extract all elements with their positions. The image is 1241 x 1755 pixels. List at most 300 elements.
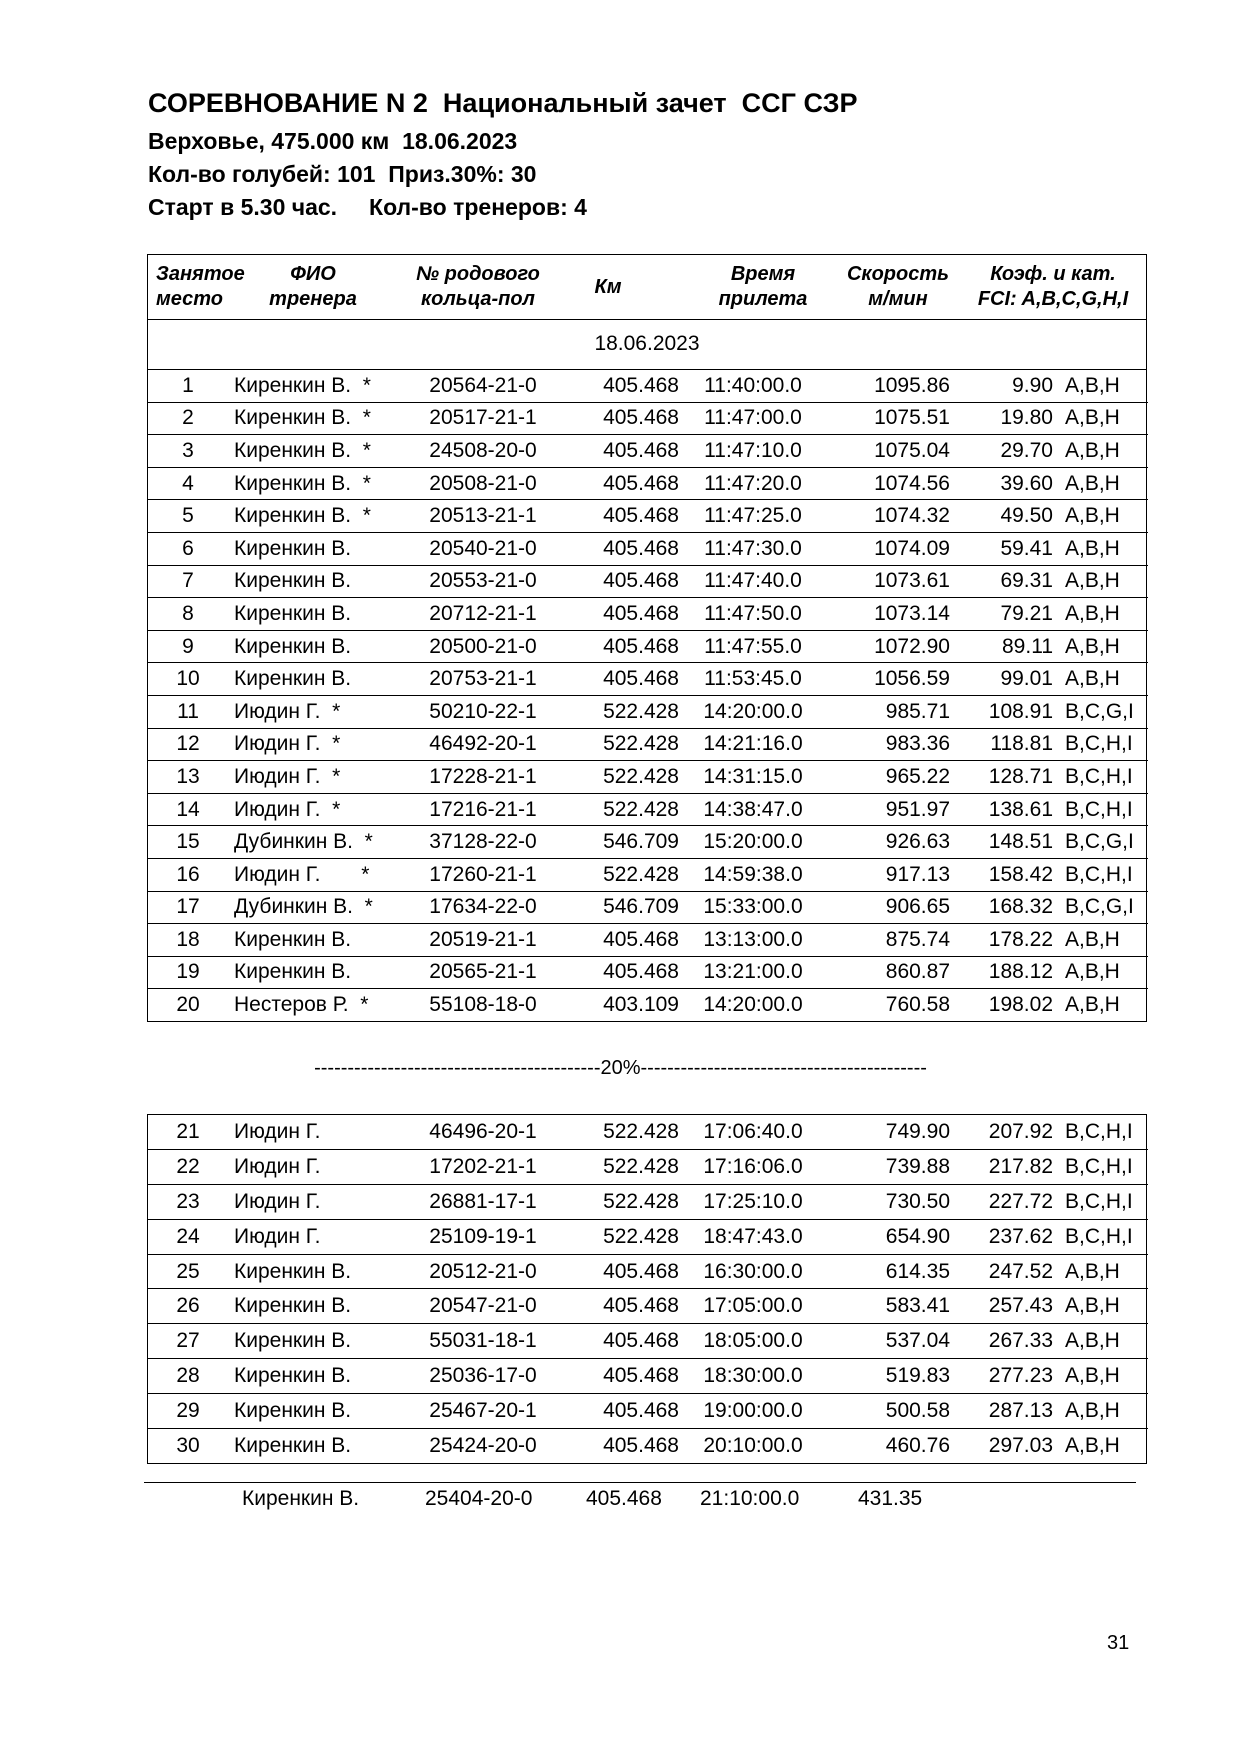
col-header-speed-line1: Скорость — [846, 263, 949, 285]
cell-place: 9 — [148, 630, 228, 663]
cell-place: 25 — [148, 1254, 228, 1289]
col-header-ring-line2: кольца-пол — [421, 288, 535, 310]
cell-arrival-time: 18:30:00.0 — [683, 1359, 823, 1394]
cell-trainer-name: Июдин Г. * — [228, 858, 398, 891]
column-divider — [958, 370, 959, 1021]
cell-trainer-name: Киренкин В. — [228, 565, 398, 598]
cell-coefficient: 79.21 — [958, 598, 1053, 631]
cell-distance-km: 405.468 — [568, 435, 683, 468]
table-row — [148, 989, 1148, 1021]
cell-place: 14 — [148, 793, 228, 826]
cell-arrival-time: 11:47:10.0 — [683, 435, 823, 468]
cell-coefficient: 188.12 — [958, 956, 1053, 989]
col-header-coef-line1: Коэф. и кат. — [990, 263, 1116, 285]
cell-speed: 1073.14 — [823, 598, 958, 631]
cell-fci-category: A,B,H — [1053, 1394, 1148, 1429]
cell-trainer-name: Июдин Г. — [228, 1219, 398, 1254]
cell-trainer-name: Киренкин В. — [228, 924, 398, 957]
extra-row-name: Киренкин В. — [242, 1487, 360, 1510]
cell-distance-km: 522.428 — [568, 1149, 683, 1184]
table-row — [148, 728, 1148, 761]
cell-ring-number: 50210-22-1 — [398, 695, 568, 728]
cell-distance-km: 405.468 — [568, 598, 683, 631]
cell-arrival-time: 17:05:00.0 — [683, 1289, 823, 1324]
table-row — [148, 1184, 1148, 1219]
column-divider — [683, 370, 684, 1021]
table-row — [148, 598, 1148, 631]
cell-trainer-name: Киренкин В. * — [228, 467, 398, 500]
cell-speed: 1074.09 — [823, 532, 958, 565]
pigeon-count-line: Кол-во голубей: 101 Приз.30%: 30 — [148, 161, 537, 187]
cell-coefficient: 158.42 — [958, 858, 1053, 891]
col-header-ring-line1: № родового — [416, 263, 540, 285]
column-divider — [568, 370, 569, 1021]
column-divider — [683, 1115, 684, 1463]
cell-place: 4 — [148, 467, 228, 500]
cell-ring-number: 46492-20-1 — [398, 728, 568, 761]
cell-trainer-name: Киренкин В. * — [228, 402, 398, 435]
cell-ring-number: 20508-21-0 — [398, 467, 568, 500]
cell-trainer-name: Июдин Г. * — [228, 728, 398, 761]
extra-row-time: 21:10:00.0 — [700, 1487, 800, 1510]
cell-distance-km: 522.428 — [568, 1219, 683, 1254]
cell-trainer-name: Киренкин В. — [228, 598, 398, 631]
cell-arrival-time: 11:47:40.0 — [683, 565, 823, 598]
cell-fci-category: A,B,H — [1053, 467, 1148, 500]
cell-ring-number: 26881-17-1 — [398, 1184, 568, 1219]
cell-arrival-time: 11:47:00.0 — [683, 402, 823, 435]
cell-speed: 1073.61 — [823, 565, 958, 598]
cell-ring-number: 17634-22-0 — [398, 891, 568, 924]
cell-distance-km: 522.428 — [568, 728, 683, 761]
cell-speed: 749.90 — [823, 1115, 958, 1149]
cell-arrival-time: 17:06:40.0 — [683, 1115, 823, 1149]
cell-ring-number: 55031-18-1 — [398, 1324, 568, 1359]
table-row — [148, 1219, 1148, 1254]
cell-place: 17 — [148, 891, 228, 924]
col-header-speed — [828, 262, 968, 312]
cell-distance-km: 405.468 — [568, 1289, 683, 1324]
cell-arrival-time: 15:20:00.0 — [683, 826, 823, 859]
cell-arrival-time: 11:47:20.0 — [683, 467, 823, 500]
cell-arrival-time: 17:16:06.0 — [683, 1149, 823, 1184]
cell-coefficient: 217.82 — [958, 1149, 1053, 1184]
cell-distance-km: 403.109 — [603, 993, 679, 1017]
cell-fci-category: B,C,H,I — [1053, 761, 1148, 794]
cell-place: 12 — [148, 728, 228, 761]
cell-trainer-name: Киренкин В. — [228, 1324, 398, 1359]
table-row — [148, 1289, 1148, 1324]
cell-distance-km: 405.468 — [568, 924, 683, 957]
cell-coefficient: 118.81 — [958, 728, 1053, 761]
cell-trainer-name: Киренкин В. — [228, 956, 398, 989]
cell-ring-number: 17228-21-1 — [398, 761, 568, 794]
cell-distance-km: 522.428 — [568, 761, 683, 794]
cell-speed: 730.50 — [823, 1184, 958, 1219]
cell-coefficient: 59.41 — [958, 532, 1053, 565]
cell-place: 20 — [176, 993, 200, 1017]
extra-row-speed: 431.35 — [858, 1487, 923, 1510]
cell-arrival-time: 11:47:55.0 — [683, 630, 823, 663]
cell-speed: 519.83 — [823, 1359, 958, 1394]
results-table-rest — [147, 1114, 1147, 1464]
extra-row-km: 405.468 — [586, 1487, 662, 1510]
cell-place: 26 — [148, 1289, 228, 1324]
cell-arrival-time: 14:20:00.0 — [683, 695, 823, 728]
column-divider — [823, 370, 824, 1021]
cell-arrival-time: 14:38:47.0 — [683, 793, 823, 826]
cell-speed: 985.71 — [823, 695, 958, 728]
cell-ring-number: 17216-21-1 — [398, 793, 568, 826]
cell-coefficient: 267.33 — [958, 1324, 1053, 1359]
cell-place: 10 — [148, 663, 228, 696]
cell-distance-km: 405.468 — [568, 1394, 683, 1429]
table-row — [148, 402, 1148, 435]
results-table-header — [147, 254, 1147, 320]
cell-arrival-time: 13:21:00.0 — [683, 956, 823, 989]
cell-ring-number: 20564-21-0 — [398, 370, 568, 402]
cell-speed: 983.36 — [823, 728, 958, 761]
cell-ring-number: 20565-21-1 — [398, 956, 568, 989]
table-row — [148, 467, 1148, 500]
cell-fci-category: B,C,H,I — [1053, 858, 1148, 891]
cell-place: 15 — [148, 826, 228, 859]
cell-fci-category: B,C,H,I — [1053, 1219, 1148, 1254]
cell-speed: 917.13 — [823, 858, 958, 891]
cell-speed: 1095.86 — [823, 370, 958, 402]
cell-ring-number: 20517-21-1 — [398, 402, 568, 435]
cell-fci-category: A,B,H — [1053, 565, 1148, 598]
cell-trainer-name: Дубинкин В. * — [228, 891, 398, 924]
table-row — [148, 663, 1148, 696]
cell-arrival-time: 14:31:15.0 — [683, 761, 823, 794]
cell-coefficient: 19.80 — [958, 402, 1053, 435]
cell-ring-number: 25467-20-1 — [398, 1394, 568, 1429]
cell-coefficient: 9.90 — [958, 370, 1053, 402]
cell-arrival-time: 18:47:43.0 — [683, 1219, 823, 1254]
cell-distance-km: 522.428 — [568, 1115, 683, 1149]
column-divider — [823, 1115, 824, 1463]
start-time-line: Старт в 5.30 час. Кол-во тренеров: 4 — [148, 194, 587, 220]
race-date: 18.06.2023 — [594, 332, 700, 355]
cell-speed: 614.35 — [823, 1254, 958, 1289]
cell-coefficient: 138.61 — [958, 793, 1053, 826]
cell-speed: 1074.32 — [823, 500, 958, 533]
cell-speed: 760.58 — [885, 993, 950, 1017]
cell-distance-km: 546.709 — [568, 891, 683, 924]
cell-fci-category: A,B,H — [1053, 500, 1148, 533]
table-row — [148, 858, 1148, 891]
cell-place: 3 — [148, 435, 228, 468]
cell-trainer-name: Киренкин В. — [228, 1394, 398, 1429]
cell-coefficient: 49.50 — [958, 500, 1053, 533]
cell-speed: 906.65 — [823, 891, 958, 924]
cell-arrival-time: 17:25:10.0 — [683, 1184, 823, 1219]
cell-arrival-time: 19:00:00.0 — [683, 1394, 823, 1429]
col-header-name-line2: тренера — [269, 288, 357, 310]
table-row — [148, 924, 1148, 957]
page-title: СОРЕВНОВАНИЕ N 2 Национальный зачет ССГ СЗР — [148, 88, 858, 118]
cell-arrival-time: 11:53:45.0 — [683, 663, 823, 696]
cell-ring-number: 17202-21-1 — [398, 1149, 568, 1184]
table-row — [148, 1394, 1148, 1429]
col-header-time-line1: Время — [730, 263, 796, 285]
cell-trainer-name: Нестеров Р. * — [234, 993, 369, 1017]
table-row — [148, 891, 1148, 924]
cell-trainer-name: Июдин Г. — [228, 1149, 398, 1184]
cell-coefficient: 39.60 — [958, 467, 1053, 500]
cell-coefficient: 128.71 — [958, 761, 1053, 794]
cell-fci-category: A,B,H — [1053, 402, 1148, 435]
cell-speed: 860.87 — [823, 956, 958, 989]
table-row — [148, 1115, 1148, 1149]
col-header-km: Км — [594, 276, 622, 298]
cell-place: 18 — [148, 924, 228, 957]
cell-ring-number: 20512-21-0 — [398, 1254, 568, 1289]
cell-arrival-time: 14:20:00.0 — [703, 993, 803, 1017]
cell-distance-km: 405.468 — [603, 1433, 679, 1457]
table-row — [148, 761, 1148, 794]
cell-trainer-name: Киренкин В. — [228, 1254, 398, 1289]
cell-speed: 500.58 — [823, 1394, 958, 1429]
col-header-time — [693, 262, 833, 312]
column-divider — [398, 370, 399, 1021]
cell-speed: 1056.59 — [823, 663, 958, 696]
cell-fci-category: A,B,H — [1065, 1433, 1120, 1457]
cell-fci-category: B,C,G,I — [1053, 695, 1148, 728]
cell-distance-km: 405.468 — [568, 1324, 683, 1359]
col-header-place-line1: Занятое — [156, 263, 245, 285]
cell-place: 5 — [148, 500, 228, 533]
cell-fci-category: B,C,H,I — [1053, 1115, 1148, 1149]
cell-trainer-name: Киренкин В. — [228, 1289, 398, 1324]
cell-distance-km: 405.468 — [568, 565, 683, 598]
cell-speed: 965.22 — [823, 761, 958, 794]
cell-place: 19 — [148, 956, 228, 989]
cell-ring-number: 20500-21-0 — [398, 630, 568, 663]
col-header-name-line1: ФИО — [290, 263, 336, 285]
cell-ring-number: 17260-21-1 — [398, 858, 568, 891]
cell-place: 21 — [148, 1115, 228, 1149]
cell-distance-km: 405.468 — [568, 956, 683, 989]
cell-coefficient: 287.13 — [958, 1394, 1053, 1429]
cell-ring-number: 24508-20-0 — [398, 435, 568, 468]
table-row — [148, 370, 1148, 402]
table-row — [148, 793, 1148, 826]
cell-trainer-name: Дубинкин В. * — [228, 826, 398, 859]
cell-place: 27 — [148, 1324, 228, 1359]
cell-coefficient: 198.02 — [988, 993, 1053, 1017]
cell-fci-category: A,B,H — [1053, 630, 1148, 663]
cell-arrival-time: 11:40:00.0 — [683, 370, 823, 402]
cell-distance-km: 522.428 — [568, 695, 683, 728]
race-location-line: Верховье, 475.000 км 18.06.2023 — [148, 128, 518, 154]
cell-coefficient: 247.52 — [958, 1254, 1053, 1289]
cell-ring-number: 55108-18-0 — [429, 993, 537, 1017]
cell-distance-km: 405.468 — [568, 1359, 683, 1394]
cell-arrival-time: 18:05:00.0 — [683, 1324, 823, 1359]
table-row — [148, 956, 1148, 989]
cell-fci-category: A,B,H — [1053, 924, 1148, 957]
cell-fci-category: A,B,H — [1065, 993, 1120, 1017]
table-row — [148, 532, 1148, 565]
cell-speed: 537.04 — [823, 1324, 958, 1359]
cell-arrival-time: 15:33:00.0 — [683, 891, 823, 924]
cell-ring-number: 25109-19-1 — [398, 1219, 568, 1254]
cell-speed: 1074.56 — [823, 467, 958, 500]
cell-trainer-name: Июдин Г. — [228, 1184, 398, 1219]
cell-coefficient: 207.92 — [958, 1115, 1053, 1149]
cell-speed: 460.76 — [885, 1433, 950, 1457]
cell-distance-km: 522.428 — [568, 858, 683, 891]
table-row — [148, 500, 1148, 533]
cell-trainer-name: Июдин Г. — [228, 1115, 398, 1149]
cell-fci-category: B,C,H,I — [1053, 728, 1148, 761]
cell-arrival-time: 20:10:00.0 — [703, 1433, 803, 1457]
cell-ring-number: 25424-20-0 — [429, 1433, 537, 1457]
table-row — [148, 1359, 1148, 1394]
cell-coefficient: 277.23 — [958, 1359, 1053, 1394]
cell-arrival-time: 11:47:25.0 — [683, 500, 823, 533]
extra-row-ring: 25404-20-0 — [425, 1487, 533, 1510]
cell-fci-category: B,C,G,I — [1053, 891, 1148, 924]
cell-ring-number: 20519-21-1 — [398, 924, 568, 957]
table-row — [148, 630, 1148, 663]
cell-speed: 1075.04 — [823, 435, 958, 468]
cell-ring-number: 37128-22-0 — [398, 826, 568, 859]
cell-ring-number: 20712-21-1 — [398, 598, 568, 631]
col-header-time-line2: прилета — [718, 288, 808, 310]
cell-distance-km: 522.428 — [568, 793, 683, 826]
cell-arrival-time: 13:13:00.0 — [683, 924, 823, 957]
cell-distance-km: 405.468 — [568, 500, 683, 533]
cell-coefficient: 297.03 — [988, 1433, 1053, 1457]
cell-ring-number: 20513-21-1 — [398, 500, 568, 533]
cell-fci-category: A,B,H — [1053, 370, 1148, 402]
table-row — [148, 695, 1148, 728]
cell-trainer-name: Киренкин В. * — [228, 435, 398, 468]
cell-fci-category: B,C,G,I — [1053, 826, 1148, 859]
column-divider — [228, 370, 229, 1021]
cell-ring-number: 46496-20-1 — [398, 1115, 568, 1149]
cell-trainer-name: Киренкин В. — [228, 1359, 398, 1394]
cell-coefficient: 237.62 — [958, 1219, 1053, 1254]
cell-coefficient: 168.32 — [958, 891, 1053, 924]
cell-coefficient: 227.72 — [958, 1184, 1053, 1219]
table-row — [148, 826, 1148, 859]
col-header-name — [258, 262, 368, 312]
cell-ring-number: 20547-21-0 — [398, 1289, 568, 1324]
cell-fci-category: A,B,H — [1053, 435, 1148, 468]
table-row — [148, 1324, 1148, 1359]
column-divider — [958, 1115, 959, 1463]
table-row — [148, 565, 1148, 598]
cell-place: 1 — [148, 370, 228, 402]
cell-distance-km: 405.468 — [568, 467, 683, 500]
cell-fci-category: A,B,H — [1053, 1289, 1148, 1324]
cell-place: 7 — [148, 565, 228, 598]
cell-trainer-name: Киренкин В. — [228, 532, 398, 565]
cell-arrival-time: 11:47:30.0 — [683, 532, 823, 565]
cell-coefficient: 108.91 — [958, 695, 1053, 728]
column-divider — [568, 1115, 569, 1463]
cell-place: 2 — [148, 402, 228, 435]
cell-place: 30 — [176, 1433, 200, 1457]
cell-coefficient: 148.51 — [958, 826, 1053, 859]
cell-speed: 951.97 — [823, 793, 958, 826]
cell-ring-number: 20540-21-0 — [398, 532, 568, 565]
col-header-place — [156, 262, 256, 312]
cell-fci-category: A,B,H — [1053, 1324, 1148, 1359]
date-row — [147, 319, 1147, 369]
cell-place: 23 — [148, 1184, 228, 1219]
cell-place: 28 — [148, 1359, 228, 1394]
cell-place: 16 — [148, 858, 228, 891]
column-divider — [398, 1115, 399, 1463]
cell-speed: 1072.90 — [823, 630, 958, 663]
cell-speed: 1075.51 — [823, 402, 958, 435]
cell-place: 11 — [148, 695, 228, 728]
table-row — [148, 435, 1148, 468]
cell-distance-km: 405.468 — [568, 630, 683, 663]
cell-fci-category: B,C,H,I — [1053, 1149, 1148, 1184]
cell-speed: 875.74 — [823, 924, 958, 957]
cell-arrival-time: 11:47:50.0 — [683, 598, 823, 631]
col-header-coef-line2: FCI: A,B,C,G,H,I — [977, 288, 1129, 310]
results-table-a — [148, 370, 1148, 1021]
col-header-speed-line2: м/мин — [868, 288, 928, 310]
cell-fci-category: A,B,H — [1053, 663, 1148, 696]
col-header-place-line2: место — [156, 288, 224, 310]
cell-coefficient: 99.01 — [958, 663, 1053, 696]
cell-place: 13 — [148, 761, 228, 794]
cell-place: 24 — [148, 1219, 228, 1254]
cell-distance-km: 546.709 — [568, 826, 683, 859]
results-table-b — [148, 1115, 1148, 1463]
cell-fci-category: A,B,H — [1053, 1254, 1148, 1289]
cell-coefficient: 178.22 — [958, 924, 1053, 957]
cell-trainer-name: Киренкин В. — [234, 1433, 352, 1457]
cell-trainer-name: Июдин Г. * — [228, 793, 398, 826]
cell-trainer-name: Киренкин В. * — [228, 370, 398, 402]
table-row — [148, 1429, 1148, 1463]
cell-speed: 654.90 — [823, 1219, 958, 1254]
cell-fci-category: A,B,H — [1053, 532, 1148, 565]
cell-arrival-time: 16:30:00.0 — [683, 1254, 823, 1289]
cell-place: 22 — [148, 1149, 228, 1184]
cell-coefficient: 69.31 — [958, 565, 1053, 598]
cell-distance-km: 405.468 — [568, 370, 683, 402]
table-row — [148, 1149, 1148, 1184]
cell-distance-km: 405.468 — [568, 1254, 683, 1289]
cell-trainer-name: Киренкин В. — [228, 663, 398, 696]
cell-trainer-name: Июдин Г. * — [228, 695, 398, 728]
col-header-ring — [398, 262, 558, 312]
cell-arrival-time: 14:59:38.0 — [683, 858, 823, 891]
cell-distance-km: 405.468 — [568, 532, 683, 565]
cell-place: 8 — [148, 598, 228, 631]
cell-place: 6 — [148, 532, 228, 565]
page-number: 31 — [1107, 1632, 1130, 1654]
cell-trainer-name: Киренкин В. * — [228, 500, 398, 533]
results-table-prize — [147, 369, 1147, 1022]
cell-place: 29 — [148, 1394, 228, 1429]
cell-fci-category: B,C,H,I — [1053, 1184, 1148, 1219]
col-header-coef — [963, 262, 1143, 312]
cell-trainer-name: Июдин Г. * — [228, 761, 398, 794]
extra-row-divider — [144, 1482, 1136, 1483]
cell-coefficient: 257.43 — [958, 1289, 1053, 1324]
